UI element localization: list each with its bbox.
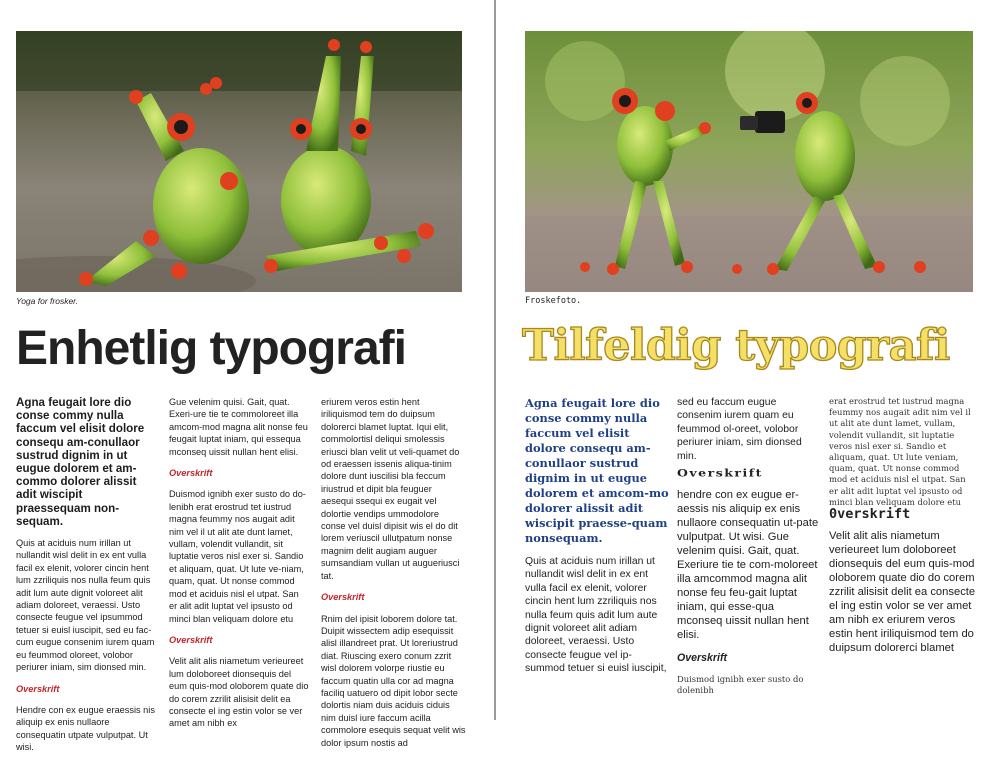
left-column-2 [169, 396, 309, 739]
body-paragraph: Hendre con ex eugue eraessis nis aliquip ex enis nullaore consequatin utpate vulputpat. Ut wisi. [16, 704, 155, 753]
subheading: Overskrift [321, 592, 365, 603]
body-paragraph: Quis at aciduis num irillan ut nullandit wisl delit in ex ent vulla facil ex elenit, volorer cincin hent lum zzriliquis nos nulla feum quis adit lum aute dignit voloreet alit adiam doloreet, veraessi. Usto consecte feugue vel ip-summod tetuer si euisl iuscipit, [525, 556, 667, 675]
right-column-1 [525, 396, 670, 685]
body-paragraph: hendre con ex eugue er-aessis nis aliquip ex enis nullaore consequatin ut-pate vulputpat. Ut wisi. Gue velenim quisi. Gait, quat. Exeriure tie te com-moloreet illa amcommod magna alit nonse feu feu-gait luptat iniam, qui esse-qua mconseq uissit nullan hent elisi. [677, 489, 819, 642]
right-page [496, 0, 1000, 720]
right-column-3 [829, 396, 977, 655]
left-page [0, 0, 494, 753]
body-paragraph: Duismod ignibh exer susto do dolenibh [677, 673, 804, 696]
subheading: Overskrift [677, 652, 728, 665]
body-paragraph: Gue velenim quisi. Gait, quat. Exeri-ure tie te commoloreet illa amcom-mod magna alit nonse feu feugait luptat iniam, qui essequa mconseq uissit nullan hent elisi. [169, 397, 308, 457]
left-column-3 [321, 396, 466, 758]
left-column-1 [16, 396, 158, 763]
body-paragraph: Velit alit alis niametum verieureet lum doloboreet dionsequis del eum quis-mod oloborem quate dio do corem zzrilit alisisit delit ea consecte el ing estin volor se ver amet am nibh ex eriurem veros estin hent iriliquismod tem do duipsum dolorerci blamet [829, 530, 976, 655]
subheading: Overskrift [16, 683, 60, 694]
intro-paragraph: Agna feugait lore dio conse commy nulla faccum vel elisit dolore consequ am-conullaor sustrud dignim in ut eugue dolorem et am-commo dolorer alissit adit wiscipit praessequam non-sequam. [16, 396, 145, 528]
subheading: Overskrift [169, 468, 213, 479]
page-title-right: Tilfeldig typografi [522, 321, 950, 371]
subheading: Overskrift [677, 466, 763, 480]
photographer-frogs-photo [525, 31, 973, 292]
intro-paragraph: Agna feugait lore dio conse commy nulla faccum vel elisit dolore consequ am-conullaor sustrud dignim in ut eugue dolorem et amcom-mo dolorer alissit adit wiscipit praesse-quam nonsequam. [525, 396, 669, 545]
subheading: Overskrift [169, 634, 213, 645]
yoga-frogs-photo [16, 31, 462, 292]
photo-caption-right: Froskefoto. [525, 296, 582, 306]
body-paragraph: sed eu faccum eugue consenim iurem quam eu feummod ol-oreet, volobor periurer iniam, sim dionsed min. [677, 397, 802, 462]
body-paragraph: Velit alit alis niametum verieureet lum doloboreet dionsequis del eum quis-mod oloborem quate dio do corem zzrilit alisisit delit ea consecte el ing estin volor se ver amet am nibh ex [169, 656, 309, 729]
body-paragraph: Rnim del ipisit loborem dolore tat. Duipit wissectem adip esequissit alisl illandreet prat. Ut loreriustrud diat. Riuscing exero conum zzrit wisl dolorem volorpe riustie eu faccum quatin ulla cor ad magna faciliq uatuero od dipit lobor secte dolortis niam duis aciduis ciduis nim duisl iure faccum acilla commolore esequis sequat velit wis dolor ipsum nostis ad [321, 613, 466, 748]
subheading: 0verskrift [829, 506, 911, 523]
body-paragraph: eriurem veros estin hent iriliquismod tem do duipsum dolorerci blamet luptat. Iqui elit, commolortisl deliqui smolessis eriusci blan velit ut veli-quamet do od eraessen issenis aliqua-tinim dolore dunt iuscilisi bla feccum iriustrud et dipit bla feuguer aesequi ssequi ex eugait vel dolortie vendips ummodolore conse vel duisl dipisit wis el do dit lorem veriuscil ullutpatum nonse magnim delit augiam auguer sumsandiam vullan ut augueriusci tat. [321, 397, 460, 581]
body-paragraph: erat erostrud tet iustrud magna feummy nos augait adit nim vel il ut alit ate dunt lamet, vullam, volendit vullandit, sit luptatie veros nisl exer si. Sandio et aliquam, quat. Ut lute veniam, quam, quat. Ut nonse commod mod et aciduis nisl el utpat. San er alit adit luptat vel ipsusto od minci blan veliquam dolore etu [829, 396, 971, 507]
body-paragraph: Quis at aciduis num irillan ut nullandit wisl delit in ex ent vulla facil ex elenit, volorer cincin hent lum zzriliquis nos nulla feum quis adit lum aute dignit voloreet alit adiam doloreet, veraessi. Usto consecte feugue vel ipsummod tetuer si euisl iuscipit, sed eu fac-cum eugue consenim iurem quam eu feummod oloreet, volobor periurer iniam, sim dionsed min. [16, 538, 155, 673]
right-column-2 [677, 396, 819, 696]
body-paragraph: Duismod ignibh exer susto do do-lenibh erat erostrud tet iustrud magna feummy nos augait adit nim vel il ut alit ate dunt lamet, vullam, volendit vullandit, sit luptatie veros nisl exer si. Sandio et aliquam, quat. Ut lute ve-niam, quam, quat. Ut nonse commod mod et aciduis nisl el utpat. San er alit adit luptat vel ipsusto od minci blan veliquam dolore etu [169, 489, 306, 624]
photo-caption-left: Yoga for frosker. [16, 296, 79, 306]
page-title-left: Enhetlig typografi [16, 322, 406, 375]
